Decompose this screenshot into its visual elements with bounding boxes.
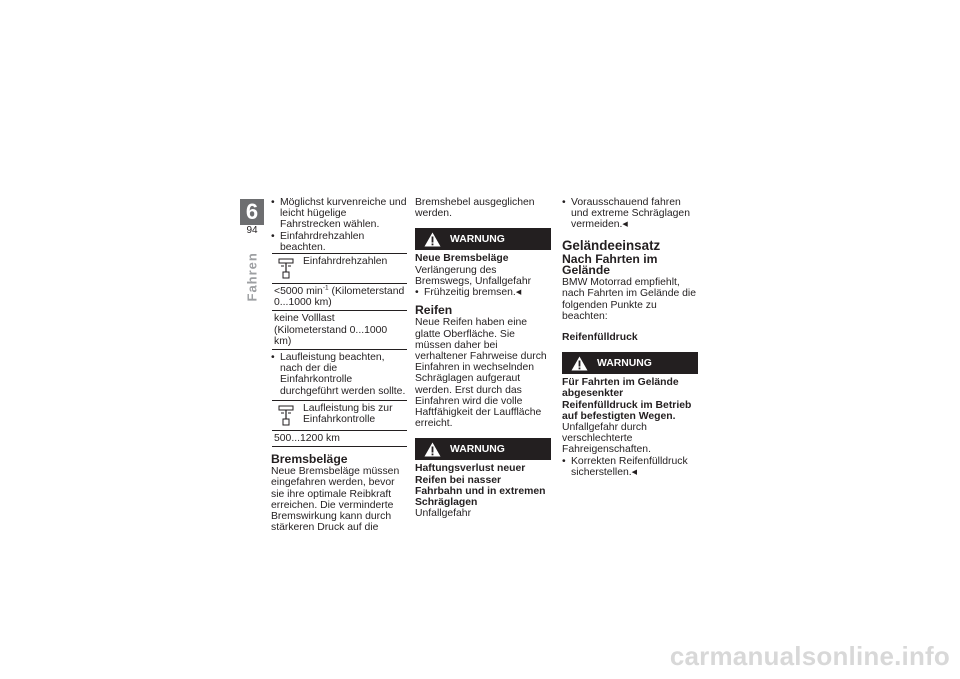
table-row: keine Volllast (Kilometerstand 0...1000 km): [272, 311, 407, 350]
column-1: [271, 197, 407, 533]
list-item: • Möglichst kurvenreiche und leicht hügelige Fahrstrecken wählen.: [271, 197, 407, 231]
warning-text: Unfallgefahr: [415, 508, 472, 520]
page-number: 94: [240, 225, 264, 237]
paragraph: Bremshebel ausgeglichen werden.: [415, 197, 535, 220]
list-item: • Korrekten Reifenfülldruck sicherstellen. ◀: [562, 456, 698, 478]
list-item: • Laufleistung beachten, nach der die Einfahrkontrolle durchgeführt werden sollte.: [271, 352, 407, 397]
warning-banner: [415, 438, 551, 460]
warning-triangle-icon: [424, 442, 441, 457]
gauge-icon: [278, 405, 294, 427]
warning-banner: [562, 352, 698, 374]
paragraph: Neue Bremsbeläge müssen eingefahren werden, bevor sie ihre optimale Reibkraft erreichen. Die verminderte Bremswirkung kann durch stärkeren Druck auf die: [271, 466, 400, 534]
spec-table-break-in-distance: [272, 400, 407, 447]
warning-triangle-icon: [571, 356, 588, 371]
table-row: 500...1200 km: [272, 431, 407, 447]
section-heading: Reifen: [415, 303, 453, 318]
warning-label: WARNUNG: [450, 443, 505, 455]
chapter-label: Fahren: [244, 252, 260, 302]
warning-label: WARNUNG: [597, 357, 652, 369]
table-header: [272, 401, 407, 431]
subsection-heading: Nach Fahrten im Gelände: [562, 251, 658, 278]
table-row: <5000 $\min^{-1}$ (Kilometerstand 0...1000 km): [272, 284, 407, 311]
chapter-number: 6: [245, 199, 259, 224]
paragraph: Neue Reifen haben eine glatte Oberfläche. Sie müssen daher bei verhaltener Fahrweise durch Einfahren in wechselnden Schräglagen aufgeraut werden. Erst durch das Einfahren wird die volle Haftfähigkeit der Lauffläche erreicht.: [415, 317, 547, 430]
chapter-tab: [240, 199, 264, 237]
warning-title: Haftungsverlust neuer Reifen bei nasser Fahrbahn und in extremen Schräglagen: [415, 463, 546, 509]
spec-table-break-in-speed: [272, 253, 407, 350]
table-header: [272, 254, 407, 284]
list-item: • Frühzeitig bremsen. ◀: [415, 287, 551, 298]
section-heading: Bremsbeläge: [271, 452, 348, 467]
warning-label: WARNUNG: [450, 233, 505, 245]
warning-text: Verlängerung des Bremswegs, Unfallgefahr: [415, 264, 532, 287]
table-header-label: Einfahrdrehzahlen: [303, 256, 388, 268]
warning-title: Für Fahrten im Gelände abgesenkter Reifenfülldruck im Betrieb auf befestigten Wegen.: [562, 377, 692, 422]
list-item: • Einfahrdrehzahlen beachten.: [271, 231, 407, 253]
list-item: • Vorausschauend fahren und extreme Schräglagen vermeiden. ◀: [562, 197, 698, 231]
warning-banner: [415, 228, 551, 250]
section-heading: Geländeeinsatz: [562, 237, 661, 253]
warning-title: Neue Bremsbeläge: [415, 253, 509, 265]
watermark: carmanualsonline.info: [669, 641, 950, 671]
column-2: [415, 197, 551, 519]
warning-text: Unfallgefahr durch verschlechterte Fahreigenschaften.: [562, 422, 651, 456]
paragraph: BMW Motorrad empfiehlt, nach Fahrten im Gelände die folgenden Punkte zu beachten:: [562, 277, 697, 322]
subsection-heading: Reifenfülldruck: [562, 332, 638, 344]
column-3: [562, 197, 698, 478]
warning-triangle-icon: [424, 232, 441, 247]
gauge-icon: [278, 258, 294, 280]
table-header-label: Laufleistung bis zur Einfahrkontrolle: [303, 402, 393, 426]
